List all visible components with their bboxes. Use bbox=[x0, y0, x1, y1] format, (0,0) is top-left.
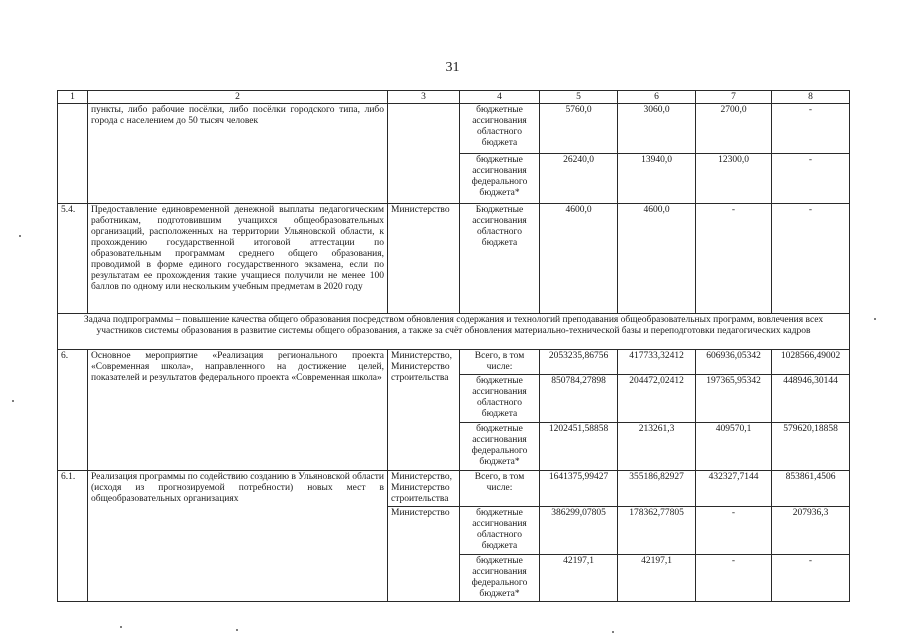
header-cell: 4 bbox=[460, 91, 540, 104]
activity-name: Основное мероприятие «Реализация регионального проекта «Современная школа», направленного на достижение целей, показателей и результатов федерального проекта «Современная школа» bbox=[88, 350, 388, 471]
row-number: 6.1. bbox=[58, 471, 88, 602]
value-cell: 213261,3 bbox=[618, 423, 696, 471]
header-cell: 6 bbox=[618, 91, 696, 104]
scan-speck bbox=[612, 631, 614, 633]
value-cell: - bbox=[772, 104, 850, 154]
value-cell: 197365,95342 bbox=[696, 375, 772, 423]
value-cell: - bbox=[696, 204, 772, 314]
header-cell: 1 bbox=[58, 91, 88, 104]
value-cell: 3060,0 bbox=[618, 104, 696, 154]
value-cell: 4600,0 bbox=[540, 204, 618, 314]
value-cell: 409570,1 bbox=[696, 423, 772, 471]
activity-name: Реализация программы по содействию созданию в Ульяновской области (исходя из прогнозируемой потребности) новых мест в общеобразовательных организациях bbox=[88, 471, 388, 602]
value-cell: 42197,1 bbox=[618, 555, 696, 602]
executor: Министерство bbox=[388, 507, 460, 602]
scan-speck bbox=[236, 629, 238, 631]
funding-source: бюджетные ассигнования областного бюджета bbox=[460, 507, 540, 555]
funding-source: Всего, в том числе: bbox=[460, 471, 540, 507]
value-cell: 1028566,49002 bbox=[772, 350, 850, 375]
value-cell: 2700,0 bbox=[696, 104, 772, 154]
funding-source: бюджетные ассигнования областного бюджета bbox=[460, 104, 540, 154]
value-cell: 1202451,58858 bbox=[540, 423, 618, 471]
value-cell: 12300,0 bbox=[696, 154, 772, 204]
activity-name: пункты, либо рабочие посёлки, либо посёлки городского типа, либо города с населением до 50 тысяч человек bbox=[88, 104, 388, 204]
value-cell: 42197,1 bbox=[540, 555, 618, 602]
scan-speck bbox=[874, 318, 876, 320]
value-cell: - bbox=[772, 555, 850, 602]
funding-source: бюджетные ассигнования федерального бюджета* bbox=[460, 423, 540, 471]
value-cell: 850784,27898 bbox=[540, 375, 618, 423]
value-cell: 5760,0 bbox=[540, 104, 618, 154]
funding-source: бюджетные ассигнования федерального бюджета* bbox=[460, 555, 540, 602]
executor: Министерство, Министерство строительства bbox=[388, 471, 460, 507]
header-cell: 8 bbox=[772, 91, 850, 104]
funding-source: Бюджетные ассигнования областного бюджета bbox=[460, 204, 540, 314]
value-cell: 417733,32412 bbox=[618, 350, 696, 375]
header-cell: 3 bbox=[388, 91, 460, 104]
page-number: 31 bbox=[445, 60, 460, 75]
header-cell: 5 bbox=[540, 91, 618, 104]
scan-speck bbox=[120, 626, 122, 628]
executor bbox=[388, 104, 460, 204]
value-cell: 579620,18858 bbox=[772, 423, 850, 471]
value-cell: 386299,07805 bbox=[540, 507, 618, 555]
value-cell: 207936,3 bbox=[772, 507, 850, 555]
table-row bbox=[58, 204, 850, 314]
row-number bbox=[58, 104, 88, 204]
row-number: 5.4. bbox=[58, 204, 88, 314]
value-cell: 355186,82927 bbox=[618, 471, 696, 507]
value-cell: - bbox=[696, 555, 772, 602]
scan-speck bbox=[12, 400, 14, 402]
header-row bbox=[58, 91, 850, 104]
value-cell: - bbox=[696, 507, 772, 555]
task-row bbox=[58, 314, 850, 350]
value-cell: 606936,05342 bbox=[696, 350, 772, 375]
table-row bbox=[58, 104, 850, 154]
budget-table bbox=[57, 90, 850, 602]
subprogram-task: Задача подпрограммы – повышение качества общего образования посредством обновления содержания и технологий преподавания общеобразовательных программ, вовлечения всех участников системы образования в развитие системы общего образования, а также за счёт обновления материально-технической базы и переподготовки педагогических кадров bbox=[58, 314, 850, 350]
value-cell: - bbox=[772, 204, 850, 314]
header-cell: 2 bbox=[88, 91, 388, 104]
row-number: 6. bbox=[58, 350, 88, 471]
executor: Министерство bbox=[388, 204, 460, 314]
header-cell: 7 bbox=[696, 91, 772, 104]
table-row bbox=[58, 350, 850, 375]
funding-source: бюджетные ассигнования федерального бюджета* bbox=[460, 154, 540, 204]
scan-speck bbox=[19, 235, 21, 237]
funding-source: Всего, в том числе: bbox=[460, 350, 540, 375]
value-cell: 178362,77805 bbox=[618, 507, 696, 555]
value-cell: 853861,4506 bbox=[772, 471, 850, 507]
value-cell: 4600,0 bbox=[618, 204, 696, 314]
funding-source: бюджетные ассигнования областного бюджета bbox=[460, 375, 540, 423]
value-cell: 13940,0 bbox=[618, 154, 696, 204]
value-cell: 1641375,99427 bbox=[540, 471, 618, 507]
value-cell: 2053235,86756 bbox=[540, 350, 618, 375]
value-cell: - bbox=[772, 154, 850, 204]
value-cell: 448946,30144 bbox=[772, 375, 850, 423]
value-cell: 26240,0 bbox=[540, 154, 618, 204]
activity-name: Предоставление единовременной денежной выплаты педагогическим работникам, подготовившим учащихся общеобразовательных организаций, расположенных на территории Ульяновской области, к прохождению государственной итоговой аттестации по образовательным программам среднего общего образования, проводимой в форме единого государственного экзамена, если по результатам ее прохождения такие учащиеся получили не менее 100 баллов по одному или нескольким учебным предметам в 2020 году bbox=[88, 204, 388, 314]
value-cell: 204472,02412 bbox=[618, 375, 696, 423]
value-cell: 432327,7144 bbox=[696, 471, 772, 507]
table-row bbox=[58, 471, 850, 507]
executor: Министерство, Министерство строительства bbox=[388, 350, 460, 471]
